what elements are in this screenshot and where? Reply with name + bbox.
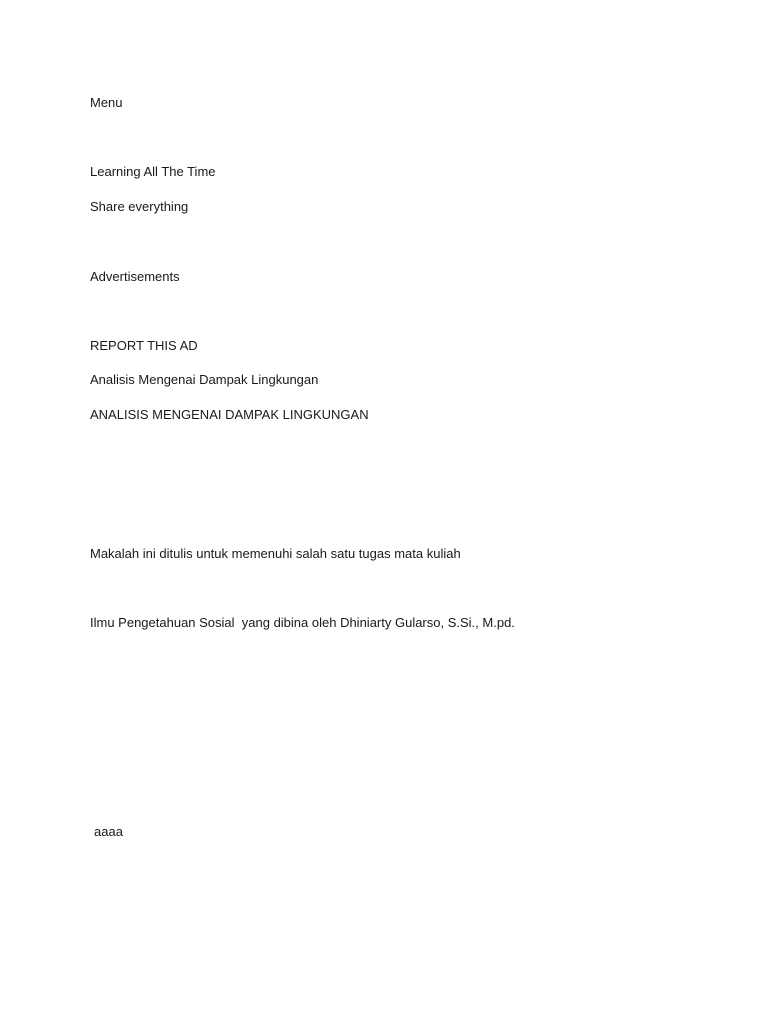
post-title[interactable]: Analisis Mengenai Dampak Lingkungan	[90, 372, 319, 387]
body-paragraph: Ilmu Pengetahuan Sosial yang dibina oleh Dhiniarty Gularso, S.Si., M.pd.	[90, 615, 515, 630]
advertisements-label: Advertisements	[90, 269, 180, 284]
trailing-text: aaaa	[94, 824, 123, 839]
body-paragraph: Makalah ini ditulis untuk memenuhi salah satu tugas mata kuliah	[90, 546, 461, 561]
post-heading: ANALISIS MENGENAI DAMPAK LINGKUNGAN	[90, 407, 369, 422]
menu-link[interactable]: Menu	[90, 95, 123, 110]
report-ad-link[interactable]: REPORT THIS AD	[90, 338, 198, 353]
site-title[interactable]: Learning All The Time	[90, 164, 216, 179]
site-tagline: Share everything	[90, 199, 189, 214]
